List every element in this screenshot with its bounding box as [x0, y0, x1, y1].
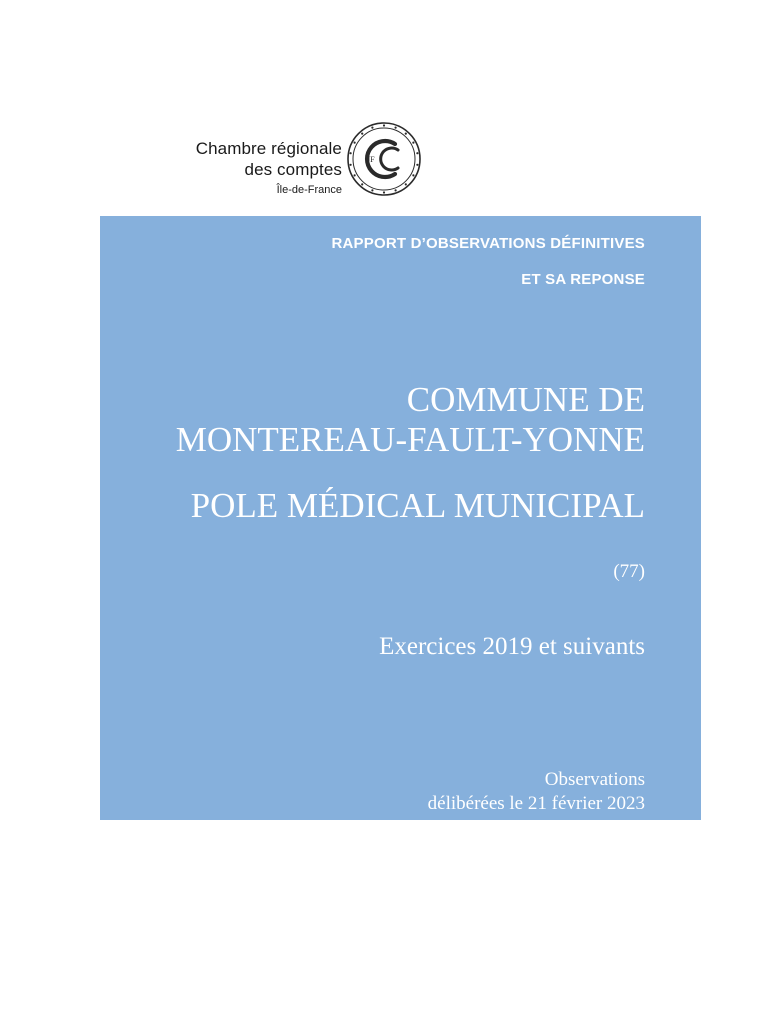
seal-icon — [345, 120, 423, 198]
commune-title-line2: MONTEREAU-FAULT-YONNE — [175, 420, 645, 459]
seal-letters: JF — [367, 155, 375, 164]
report-subject: POLE MÉDICAL MUNICIPAL — [190, 486, 645, 525]
commune-title-line1: COMMUNE DE — [406, 380, 645, 419]
institution-name — [196, 138, 342, 199]
deliberation-date: délibérées le 21 février 2023 — [427, 793, 645, 814]
institution-name-line1: Chambre régionale — [195, 139, 342, 158]
observations-label: Observations — [544, 769, 645, 790]
institution-region: Île-de-France — [276, 184, 342, 196]
institution-name-line2: des comptes — [244, 160, 342, 179]
report-type-line1: RAPPORT D’OBSERVATIONS DÉFINITIVES — [331, 235, 645, 252]
audit-period: Exercices 2019 et suivants — [379, 633, 645, 660]
report-type-line2: ET SA REPONSE — [521, 271, 645, 288]
cover-panel — [100, 216, 701, 820]
institution-logo — [176, 120, 426, 200]
cover-content — [110, 216, 645, 820]
department-number: (77) — [613, 561, 645, 582]
